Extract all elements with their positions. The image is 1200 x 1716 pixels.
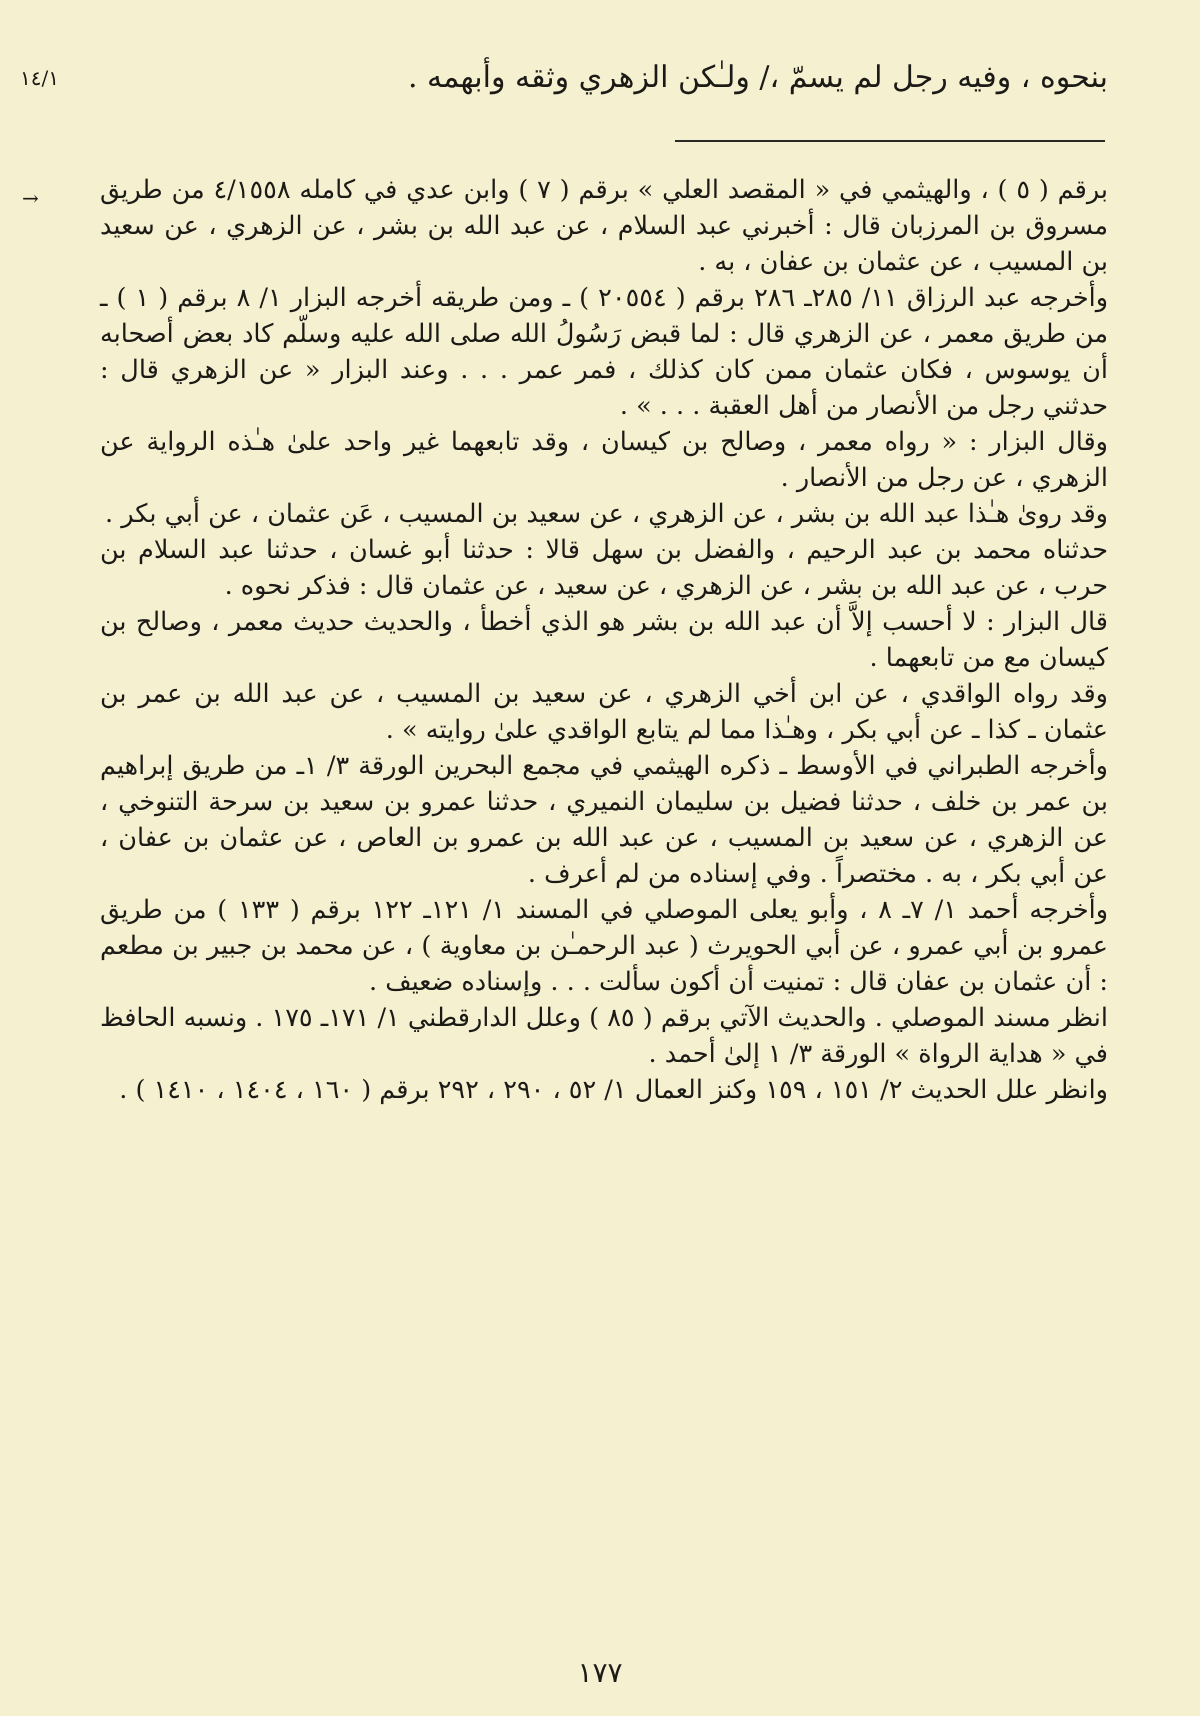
footnote-paragraph: وقد رواه الواقدي ، عن ابن أخي الزهري ، عن سعيد بن المسيب ، عن عبد الله بن عمر بن عثمان ـ كذا ـ عن أبي بكر ، وهـٰذا مما لم يتابع الواقدي علىٰ روايته » . <box>100 679 1108 745</box>
footnote-separator-rule <box>675 140 1105 142</box>
footnote-paragraph: وقال البزار : « رواه معمر ، وصالح بن كيسان ، وقد تابعهما غير واحد علىٰ هـٰذه الرواية عن الزهري ، عن رجل من الأنصار . <box>100 427 1108 493</box>
main-text-line: بنحوه ، وفيه رجل لم يسمّ ،/ ولـٰكن الزهري وثقه وأبهمه . <box>407 60 1108 95</box>
footnote-paragraph: وأخرجه عبد الرزاق ١١/ ٢٨٥ـ ٢٨٦ برقم ( ٢٠٥٥٤ ) ـ ومن طريقه أخرجه البزار ١/ ٨ برقم ( ١ ) ـ من طريق معمر ، عن الزهري قال : لما قبض رَسُولُ الله صلى الله عليه وسلّم كاد بعض أصحابه أن يوسوس ، فكان عثمان ممن كان كذلك ، فمر عمر . . . وعند البزار « عن الزهري قال : حدثني رجل من الأنصار من أهل العقبة . . . » . <box>100 283 1109 421</box>
footnotes-block <box>100 172 1108 1108</box>
footnote-paragraph: حدثناه محمد بن عبد الرحيم ، والفضل بن سهل قالا : حدثنا أبو غسان ، حدثنا عبد السلام بن حرب ، عن عبد الله بن بشر ، عن الزهري ، عن سعيد ، عن عثمان قال : فذكر نحوه . <box>100 535 1108 601</box>
footnote-paragraph: وأخرجه أحمد ١/ ٧ـ ٨ ، وأبو يعلى الموصلي في المسند ١/ ١٢١ـ ١٢٢ برقم ( ١٣٣ ) من طريق عمرو بن أبي عمرو ، عن أبي الحويرث ( عبد الرحمـٰن بن معاوية ) ، عن محمد بن جبير بن مطعم : أن عثمان بن عفان قال : تمنيت أن أكون سألت . . . وإسناده ضعيف . <box>100 895 1109 997</box>
footnote-paragraph: وقد رویٰ هـٰذا عبد الله بن بشر ، عن الزهري ، عن سعيد بن المسيب ، عَن عثمان ، عن أبي بكر . <box>105 499 1108 529</box>
footnote-paragraph: قال البزار : لا أحسب إلاَّ أن عبد الله بن بشر هو الذي أخطأ ، والحديث حديث معمر ، وصالح بن كيسان مع من تابعهما . <box>100 607 1108 673</box>
footnote-paragraph: وانظر علل الحديث ٢/ ١٥١ ، ١٥٩ وكنز العمال ١/ ٥٢ ، ٢٩٠ ، ٢٩٢ برقم ( ١٦٠ ، ١٤٠٤ ، ١٤١٠ ) . <box>119 1075 1108 1105</box>
footnote-paragraph: برقم ( ٥ ) ، والهيثمي في « المقصد العلي » برقم ( ٧ ) وابن عدي في كامله ٤/١٥٥٨ من طريق مسروق بن المرزبان قال : أخبرني عبد السلام ، عن عبد الله بن بشر ، عن الزهري ، عن سعيد بن المسيب ، عن عثمان بن عفان ، به . <box>100 175 1108 277</box>
page-number: ١٧٧ <box>577 1656 623 1689</box>
continuation-arrow-icon: → <box>22 186 39 210</box>
margin-page-reference: ١٤/١ <box>20 66 59 90</box>
footnote-paragraph: وأخرجه الطبراني في الأوسط ـ ذكره الهيثمي في مجمع البحرين الورقة ٣/ ١ـ من طريق إبراهيم بن عمر بن خلف ، حدثنا فضيل بن سليمان النميري ، حدثنا عمرو بن سعيد بن سرحة التنوخي ، عن الزهري ، عن سعيد بن المسيب ، عن عبد الله بن عمرو بن العاص ، عن عثمان بن عفان ، عن أبي بكر ، به . مختصراً . وفي إسناده من لم أعرف . <box>100 751 1108 889</box>
footnote-paragraph: انظر مسند الموصلي . والحديث الآتي برقم ( ٨٥ ) وعلل الدارقطني ١/ ١٧١ـ ١٧٥ . ونسبه الحافظ في « هداية الرواة » الورقة ٣/ ١ إلىٰ أحمد . <box>100 1003 1108 1069</box>
